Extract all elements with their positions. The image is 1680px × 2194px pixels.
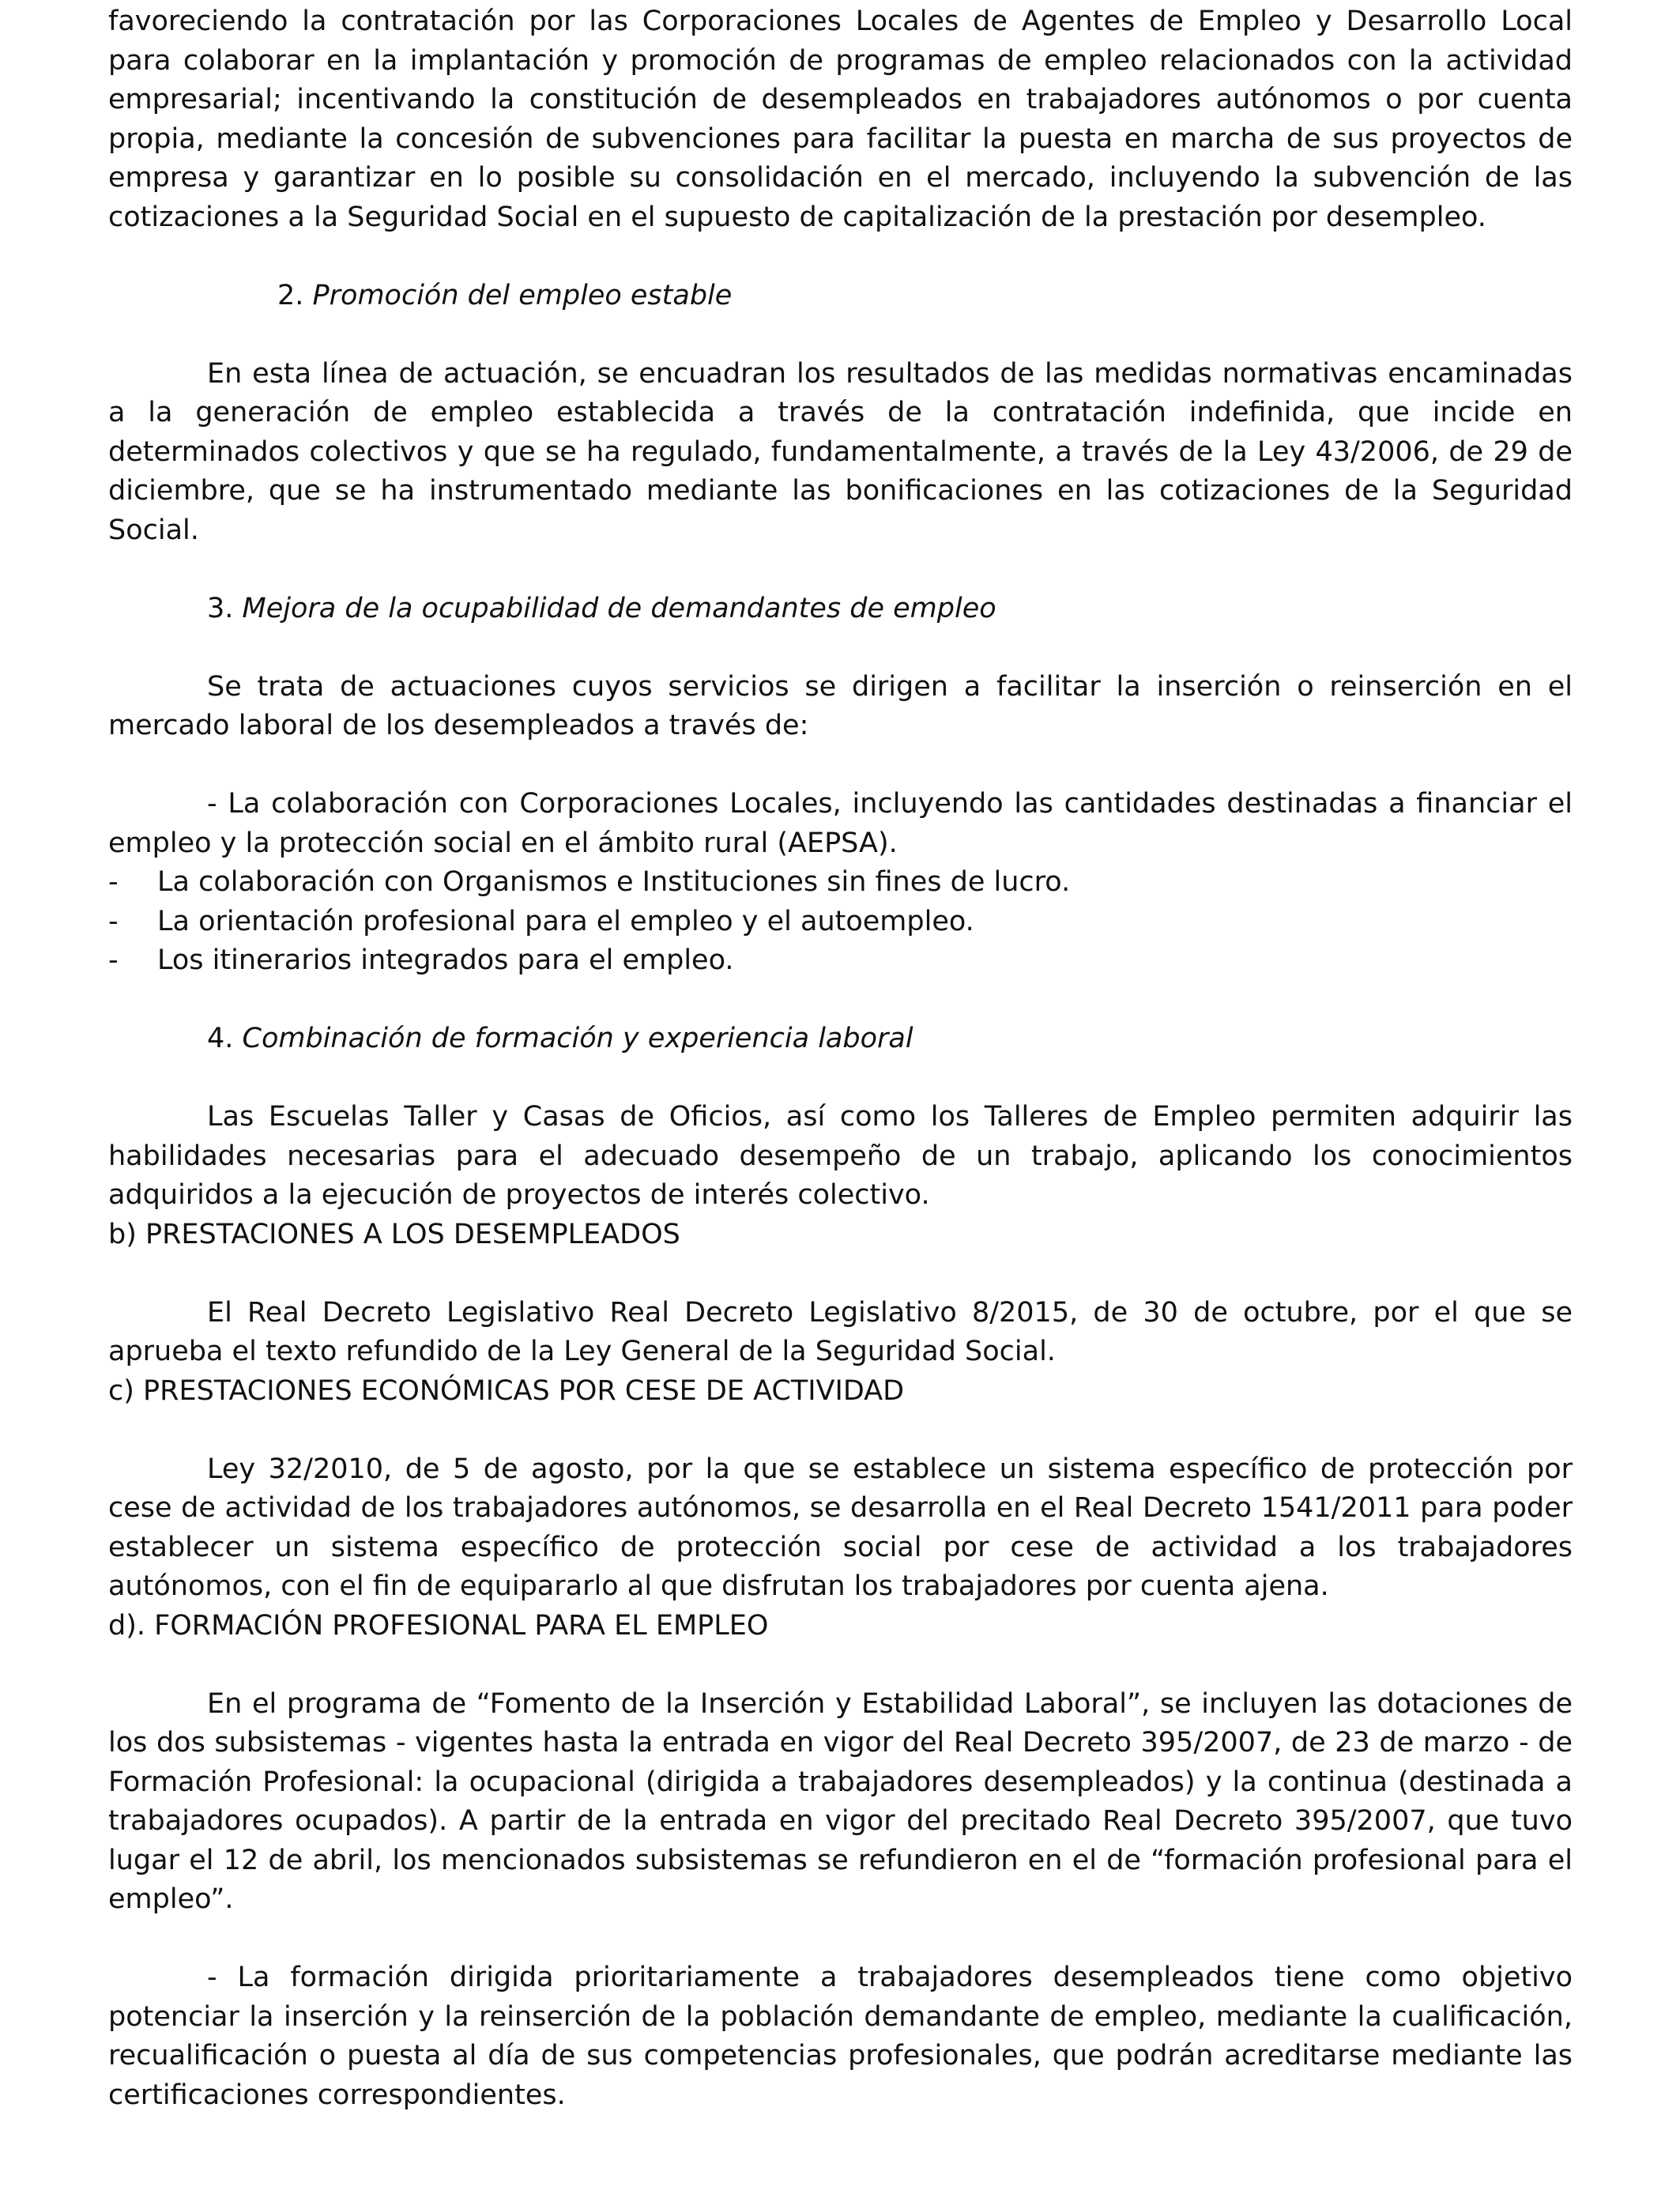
paragraph-b: El Real Decreto Legislativo Real Decreto Legislativo 8/2015, de 30 de octubre, por el que se aprueba el texto refundido de la Ley General de la Seguridad Social.	[108, 1296, 1573, 1367]
section-3-paragraph: Se trata de actuaciones cuyos servicios se dirigen a facilitar la inserción o reinserción en el mercado laboral de los desempleados a través de:	[108, 670, 1573, 741]
section-2-number: 2.	[277, 279, 304, 311]
section-3-number: 3.	[207, 592, 234, 624]
section-2-title: Promoción del empleo estable	[312, 279, 733, 311]
list-item-text: La orientación profesional para el empleo y el autoempleo.	[157, 905, 974, 937]
section-3-heading	[108, 590, 1573, 629]
heading-c: c) PRESTACIONES ECONÓMICAS POR CESE DE ACTIVIDAD	[108, 1374, 905, 1407]
section-4-heading	[108, 1020, 1573, 1059]
intro-paragraph: favoreciendo la contratación por las Corporaciones Locales de Agentes de Empleo y Desarrollo Local para colaborar en la implantación y promoción de programas de empleo relacionados con la actividad empresarial; incentivando la constitución de desempleados en trabajadores autónomos o por cuenta propia, mediante la concesión de subvenciones para facilitar la puesta en marcha de sus proyectos de empresa y garantizar en lo posible su consolidación en el mercado, incluyendo la subvención de las cotizaciones a la Seguridad Social en el supuesto de capitalización de la prestación por desempleo.	[108, 6, 1573, 233]
section-4-paragraph: Las Escuelas Taller y Casas de Oficios, así como los Talleres de Empleo permiten adquirir las habilidades necesarias para el adecuado desempeño de un trabajo, aplicando los conocimientos adquiridos a la ejecución de proyectos de interés colectivo.	[108, 1101, 1573, 1211]
list-item	[108, 863, 1573, 903]
section-3-aepsa-item: - La colaboración con Corporaciones Locales, incluyendo las cantidades destinadas a financiar el empleo y la protección social en el ámbito rural (AEPSA).	[108, 788, 1573, 859]
section-4-number: 4.	[207, 1023, 234, 1054]
heading-d: d). FORMACIÓN PROFESIONAL PARA EL EMPLEO	[108, 1609, 769, 1642]
dash-bullet: -	[108, 866, 119, 898]
list-item	[108, 941, 1573, 981]
section-3-title: Mejora de la ocupabilidad de demandantes de empleo	[242, 592, 996, 624]
paragraph-c: Ley 32/2010, de 5 de agosto, por la que se establece un sistema específico de protección por cese de actividad de los trabajadores autónomos, se desarrolla en el Real Decreto 1541/2011 para poder establecer un sistema específico de protección social por cese de actividad a los trabajadores autónomos, con el fin de equipararlo al que disfrutan los trabajadores por cuenta ajena.	[108, 1453, 1573, 1602]
paragraph-d2: - La formación dirigida prioritariamente a trabajadores desempleados tiene como objetivo potenciar la inserción y la reinserción de la población demandante de empleo, mediante la cualificación, recualificación o puesta al día de sus competencias profesionales, que podrán acreditarse mediante las certificaciones correspondientes.	[108, 1962, 1573, 2111]
list-item	[108, 903, 1573, 942]
list-item-text: La colaboración con Organismos e Instituciones sin fines de lucro.	[157, 866, 1071, 898]
dash-bullet: -	[108, 905, 119, 937]
paragraph-d1: En el programa de “Fomento de la Inserción y Estabilidad Laboral”, se incluyen las dotaciones de los dos subsistemas - vigentes hasta la entrada en vigor del Real Decreto 395/2007, de 23 de marzo - de Formación Profesional: la ocupacional (dirigida a trabajadores desempleados) y la continua (destinada a trabajadores ocupados). A partir de la entrada en vigor del precitado Real Decreto 395/2007, que tuvo lugar el 12 de abril, los mencionados subsistemas se refundieron en el de “formación profesional para el empleo”.	[108, 1687, 1573, 1915]
dash-bullet: -	[108, 944, 119, 976]
section-3-list	[108, 863, 1573, 981]
list-item-text: Los itinerarios integrados para el empleo.	[157, 944, 734, 976]
section-2-paragraph: En esta línea de actuación, se encuadran los resultados de las medidas normativas encaminadas a la generación de empleo establecida a través de la contratación indefinida, que incide en determinados colectivos y que se ha regulado, fundamentalmente, a través de la Ley 43/2006, de 29 de diciembre, que se ha instrumentado mediante las bonificaciones en las cotizaciones de la Seguridad Social.	[108, 357, 1573, 546]
heading-b: b) PRESTACIONES A LOS DESEMPLEADOS	[108, 1218, 680, 1250]
section-2-heading	[108, 277, 1573, 316]
section-4-title: Combinación de formación y experiencia laboral	[242, 1023, 913, 1054]
document-body	[108, 2, 1573, 2115]
